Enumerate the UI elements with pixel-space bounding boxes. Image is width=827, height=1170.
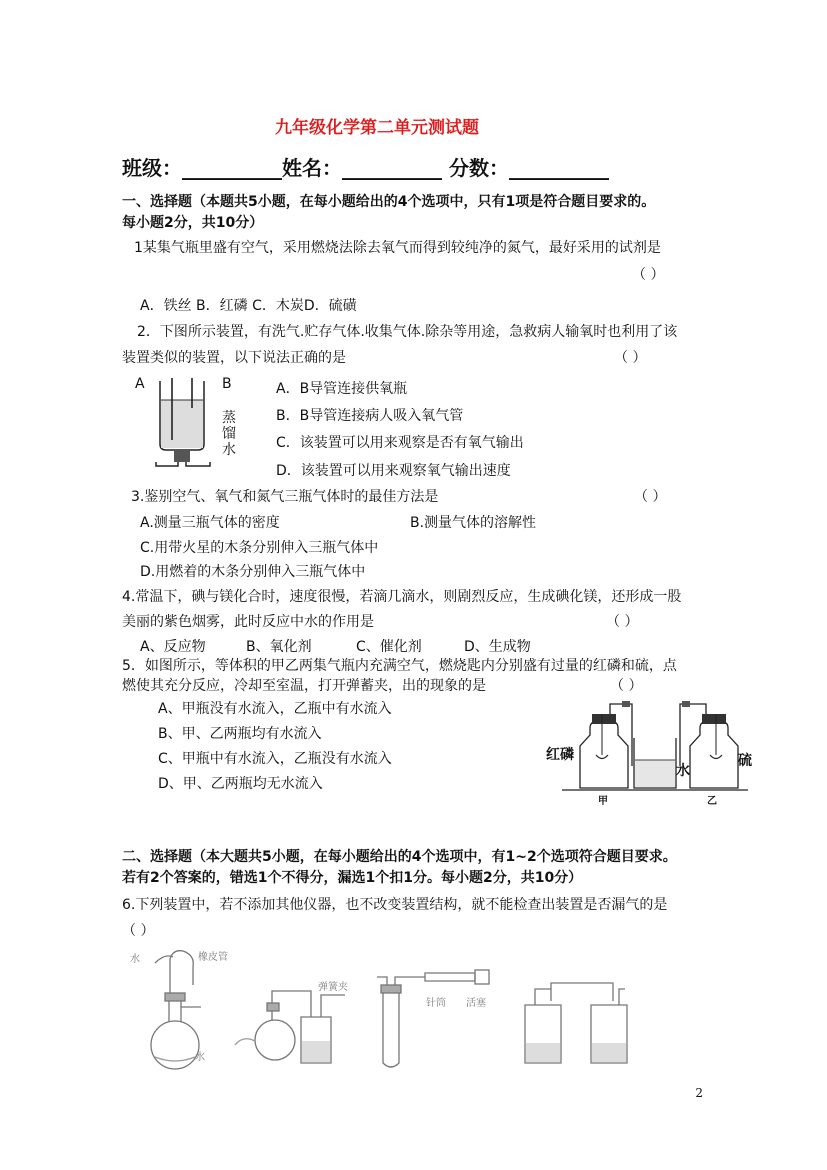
q2-stem-line2: 装置类似的装置，以下说法正确的是 [122,350,346,366]
q6-water-label-1: 水 [130,954,140,965]
q2-label-a: A [135,376,145,392]
q2-answer-paren: （ ） [614,350,647,366]
q6-piston-label: 活塞 [466,998,486,1009]
q2-water-label: 蒸馏水 [222,410,236,458]
q5-option-c: C、甲瓶中有水流入，乙瓶没有水流入 [158,751,392,767]
q6-stem: 6.下列装置中，若不添加其他仪器，也不改变装置结构，就不能检查出装置是否漏气的是 [122,897,668,913]
section2-heading-line2: 若有2个答案的，错选1个不得分，漏选1个扣1分。每小题2分，共10分） [122,870,583,886]
q5-water-label: 水 [676,763,690,779]
q5-bottle-jia-label: 甲 [598,796,608,807]
page-title: 九年级化学第二单元测试题 [275,118,479,138]
q1-answer-paren: （ ） [632,267,665,283]
q6-spring-clamp-label: 弹簧夹 [318,982,348,993]
q5-bottle-yi-label: 乙 [707,796,717,807]
q5-stem-line1: 5．如图所示，等体积的甲乙两集气瓶内充满空气，燃烧匙内分别盛有过量的红磷和硫，点 [122,658,677,674]
q6-syringe-label: 针筒 [426,998,446,1009]
q4-option-b: B、氧化剂 [246,639,312,655]
page-number: 2 [695,1086,703,1100]
q2-option-b: B．B导管连接病人吸入氧气管 [276,408,464,424]
q4-option-c: C、催化剂 [356,639,422,655]
q5-stem-line2: 燃使其充分反应，冷却至室温，打开弹蓄夹，出的现象的是 [122,678,486,694]
q5-option-b: B、甲、乙两瓶均有水流入 [158,726,322,742]
q4-option-d: D、生成物 [464,639,531,655]
q5-answer-paren: （ ） [610,678,643,694]
q4-option-a: A、反应物 [140,639,206,655]
q6-answer-paren: （ ） [122,923,155,939]
q2-label-b: B [222,376,232,392]
section1-heading-line2: 每小题2分，共10分） [122,215,264,231]
q5-red-phosphorus-label: 红磷 [546,747,574,763]
q2-option-a: A．B导管连接供氧瓶 [276,381,408,397]
q2-stem-line1: 2．下图所示装置，有洗气.贮存气体.收集气体.除杂等用途，急救病人输氧时也利用了该 [137,324,678,340]
q4-stem-line1: 4.常温下，碘与镁化合时，速度很慢，若滴几滴水，则剧烈反应，生成碘化镁，还形成一股 [122,589,682,605]
q4-answer-paren: （ ） [606,614,639,630]
q5-sulfur-label: 硫 [738,753,752,769]
q3-stem: 3.鉴别空气、氧气和氮气三瓶气体时的最佳方法是 [131,489,439,505]
q3-option-c: C.用带火星的木条分别伸入三瓶气体中 [140,540,379,556]
q2-option-c: C．该装置可以用来观察是否有氧气输出 [276,435,524,451]
q2-option-d: D．该装置可以用来观察氧气输出速度 [276,463,511,479]
section1-heading-line1: 一、选择题（本题共5小题，在每小题给出的4个选项中，只有1项是符合题目要求的。 [122,194,656,210]
q6-water-label-2: 水 [195,1052,205,1063]
section2-heading-line1: 二、选择题（本大题共5小题，在每小题给出的4个选项中，有1~2个选项符合题目要求。 [122,849,677,865]
q3-answer-paren: （ ） [634,489,667,505]
student-info-line: 班级：__________姓名：__________ 分数：__________ [122,156,609,180]
q6-rubber-tube-label: 橡皮管 [198,952,228,963]
q2-gas-washing-bottle-figure [150,378,230,473]
q1-stem: 1某集气瓶里盛有空气，采用燃烧法除去氧气而得到较纯净的氮气，最好采用的试剂是 [134,240,661,256]
q3-option-b: B.测量气体的溶解性 [410,515,537,531]
q5-option-a: A、甲瓶没有水流入，乙瓶中有水流入 [158,701,392,717]
q3-option-d: D.用燃着的木条分别伸入三瓶气体中 [140,564,366,580]
q3-option-a: A.测量三瓶气体的密度 [140,515,280,531]
q1-options: A．铁丝 B．红磷 C．木炭D．硫磺 [140,298,357,314]
q4-stem-line2: 美丽的紫色烟雾，此时反应中水的作用是 [122,614,374,630]
q5-option-d: D、甲、乙两瓶均无水流入 [158,776,323,792]
